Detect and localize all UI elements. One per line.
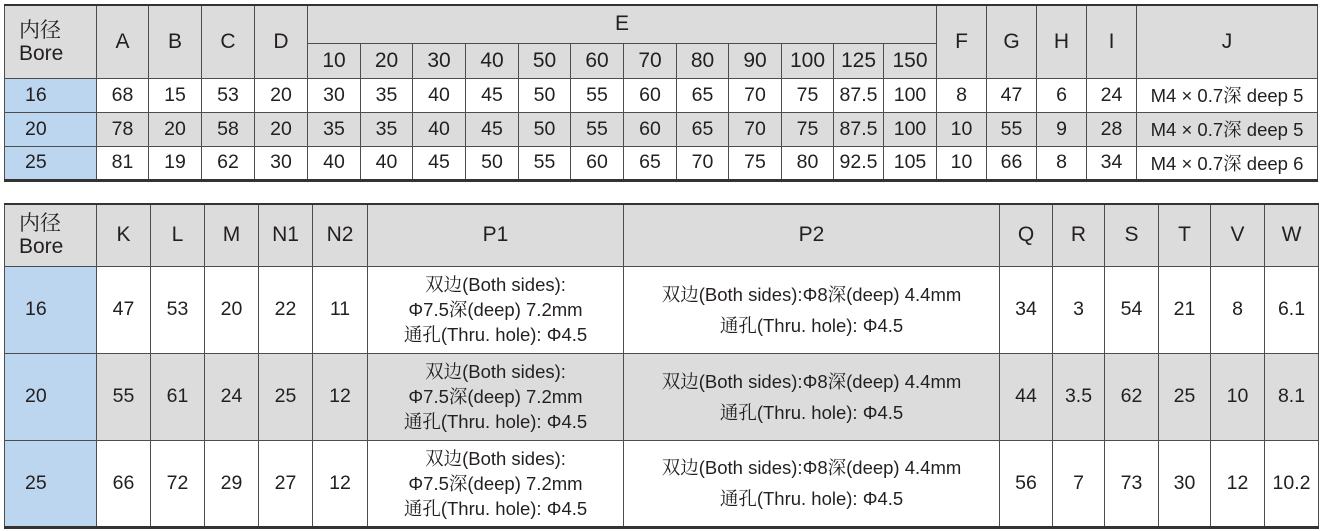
dimension-table-2 xyxy=(4,203,1319,529)
cell-n1: 25 xyxy=(259,353,313,440)
cell-i: 24 xyxy=(1087,78,1137,112)
cell-n2: 12 xyxy=(313,440,368,527)
cell-e: 35 xyxy=(361,78,413,112)
bore-cell: 25 xyxy=(5,440,97,527)
cell-e: 60 xyxy=(624,112,677,146)
cell-e: 65 xyxy=(677,112,729,146)
col-header-v: V xyxy=(1211,204,1265,266)
cell-w: 10.2 xyxy=(1265,440,1319,527)
cell-m: 24 xyxy=(205,353,259,440)
p2-line: 双边(Both sides):Φ8深(deep) 4.4mm xyxy=(661,283,962,305)
dimension-table-1 xyxy=(4,4,1318,182)
cell-e: 87.5 xyxy=(834,78,884,112)
cell-e: 65 xyxy=(624,146,677,180)
col-header-w: W xyxy=(1265,204,1319,266)
cell-e: 55 xyxy=(519,146,571,180)
p1-line: 双边(Both sides): xyxy=(425,447,566,469)
cell-v: 10 xyxy=(1211,353,1265,440)
col-header-r: R xyxy=(1053,204,1105,266)
e-stroke-header: 10 xyxy=(308,43,361,78)
cell-v: 8 xyxy=(1211,266,1265,353)
cell-e: 70 xyxy=(729,78,782,112)
cell-a: 81 xyxy=(97,146,149,180)
cell-c: 53 xyxy=(202,78,255,112)
cell-p1 xyxy=(368,353,624,440)
cell-q: 56 xyxy=(1000,440,1053,527)
cell-e: 65 xyxy=(677,78,729,112)
table-row xyxy=(5,112,1318,146)
col-header-m: M xyxy=(205,204,259,266)
bore-cell: 16 xyxy=(5,266,97,353)
bore-label-en: Bore xyxy=(19,235,64,259)
cell-t: 21 xyxy=(1159,266,1211,353)
cell-b: 20 xyxy=(149,112,202,146)
col-header-c: C xyxy=(202,5,255,78)
cell-c: 58 xyxy=(202,112,255,146)
cell-e: 40 xyxy=(361,146,413,180)
cell-e: 75 xyxy=(782,78,834,112)
p1-line: 双边(Both sides): xyxy=(425,361,566,382)
cell-e: 30 xyxy=(308,78,361,112)
cell-e: 40 xyxy=(413,78,466,112)
cell-j: M4 × 0.7深 deep 5 xyxy=(1137,78,1318,112)
cell-t: 30 xyxy=(1159,440,1211,527)
e-stroke-header: 80 xyxy=(677,43,729,78)
cell-h: 6 xyxy=(1037,78,1087,112)
cell-l: 72 xyxy=(151,440,205,527)
e-stroke-header: 20 xyxy=(361,43,413,78)
cell-l: 53 xyxy=(151,266,205,353)
table-row xyxy=(5,146,1318,180)
cell-v: 12 xyxy=(1211,440,1265,527)
cell-l: 61 xyxy=(151,353,205,440)
cell-e: 45 xyxy=(466,78,519,112)
cell-p2 xyxy=(624,266,1000,353)
p1-line: 通孔(Thru. hole): Φ4.5 xyxy=(403,411,588,432)
col-header-p2: P2 xyxy=(624,204,1000,266)
cell-w: 6.1 xyxy=(1265,266,1319,353)
cell-k: 55 xyxy=(97,353,151,440)
cell-h: 8 xyxy=(1037,146,1087,180)
cell-s: 73 xyxy=(1105,440,1159,527)
cell-e: 55 xyxy=(571,112,624,146)
cell-e: 35 xyxy=(308,112,361,146)
cell-a: 68 xyxy=(97,78,149,112)
cell-r: 3.5 xyxy=(1053,353,1105,440)
cell-n1: 27 xyxy=(259,440,313,527)
cell-e: 100 xyxy=(884,78,937,112)
cell-w: 8.1 xyxy=(1265,353,1319,440)
p1-line: Φ7.5深(deep) 7.2mm xyxy=(408,299,583,320)
cell-e: 70 xyxy=(729,112,782,146)
cell-e: 87.5 xyxy=(834,112,884,146)
cell-a: 78 xyxy=(97,112,149,146)
cell-i: 34 xyxy=(1087,146,1137,180)
bore-cell: 20 xyxy=(5,353,97,440)
cell-f: 10 xyxy=(937,112,987,146)
cell-j: M4 × 0.7深 deep 6 xyxy=(1137,146,1318,180)
cell-g: 47 xyxy=(987,78,1037,112)
p1-line: 通孔(Thru. hole): Φ4.5 xyxy=(403,497,588,519)
table-row xyxy=(5,266,1319,353)
bore-cell: 20 xyxy=(5,112,97,146)
cell-e: 80 xyxy=(782,146,834,180)
col-header-h: H xyxy=(1037,5,1087,78)
table-row xyxy=(5,78,1318,112)
e-stroke-header: 50 xyxy=(519,43,571,78)
bore-label-cn: 内径 xyxy=(19,212,61,236)
table-row xyxy=(5,440,1319,527)
cell-e: 75 xyxy=(782,112,834,146)
bore-header xyxy=(5,204,97,266)
p2-line: 双边(Both sides):Φ8深(deep) 4.4mm xyxy=(661,370,962,392)
cell-p2 xyxy=(624,440,1000,527)
cell-r: 3 xyxy=(1053,266,1105,353)
cell-i: 28 xyxy=(1087,112,1137,146)
cell-e: 55 xyxy=(571,78,624,112)
cell-p2 xyxy=(624,353,1000,440)
p1-line: Φ7.5深(deep) 7.2mm xyxy=(408,386,583,407)
cell-r: 7 xyxy=(1053,440,1105,527)
e-stroke-header: 150 xyxy=(884,43,937,78)
cell-q: 44 xyxy=(1000,353,1053,440)
cell-e: 70 xyxy=(677,146,729,180)
p1-line: Φ7.5深(deep) 7.2mm xyxy=(408,472,583,494)
bore-cell: 16 xyxy=(5,78,97,112)
cell-n2: 12 xyxy=(313,353,368,440)
bore-label-cn: 内径 xyxy=(19,18,61,42)
cell-e: 100 xyxy=(884,112,937,146)
e-stroke-header: 100 xyxy=(782,43,834,78)
cell-e: 50 xyxy=(519,78,571,112)
cell-e: 40 xyxy=(413,112,466,146)
e-stroke-header: 60 xyxy=(571,43,624,78)
bore-cell: 25 xyxy=(5,146,97,180)
cell-j: M4 × 0.7深 deep 5 xyxy=(1137,112,1318,146)
cell-b: 19 xyxy=(149,146,202,180)
cell-d: 30 xyxy=(255,146,308,180)
bore-label-en: Bore xyxy=(19,41,64,65)
col-header-n2: N2 xyxy=(313,204,368,266)
cell-e: 40 xyxy=(308,146,361,180)
e-stroke-header: 125 xyxy=(834,43,884,78)
cell-d: 20 xyxy=(255,112,308,146)
cell-s: 62 xyxy=(1105,353,1159,440)
p2-line: 通孔(Thru. hole): Φ4.5 xyxy=(719,314,904,336)
p2-line: 双边(Both sides):Φ8深(deep) 4.4mm xyxy=(661,457,962,478)
col-header-i: I xyxy=(1087,5,1137,78)
col-header-f: F xyxy=(937,5,987,78)
e-stroke-header: 90 xyxy=(729,43,782,78)
cell-s: 54 xyxy=(1105,266,1159,353)
cell-t: 25 xyxy=(1159,353,1211,440)
cell-e: 35 xyxy=(361,112,413,146)
col-header-j: J xyxy=(1137,5,1318,78)
p2-line: 通孔(Thru. hole): Φ4.5 xyxy=(719,488,904,509)
table-row xyxy=(5,353,1319,440)
cell-c: 62 xyxy=(202,146,255,180)
col-header-t: T xyxy=(1159,204,1211,266)
cell-e: 75 xyxy=(729,146,782,180)
cell-k: 47 xyxy=(97,266,151,353)
cell-p1 xyxy=(368,266,624,353)
cell-d: 20 xyxy=(255,78,308,112)
e-stroke-header: 70 xyxy=(624,43,677,78)
col-header-a: A xyxy=(97,5,149,78)
col-header-e: E xyxy=(308,5,937,43)
p1-line: 通孔(Thru. hole): Φ4.5 xyxy=(403,324,588,345)
cell-e: 45 xyxy=(413,146,466,180)
col-header-k: K xyxy=(97,204,151,266)
cell-e: 45 xyxy=(466,112,519,146)
col-header-p1: P1 xyxy=(368,204,624,266)
col-header-s: S xyxy=(1105,204,1159,266)
cell-h: 9 xyxy=(1037,112,1087,146)
bore-header xyxy=(5,5,97,78)
cell-e: 60 xyxy=(571,146,624,180)
col-header-d: D xyxy=(255,5,308,78)
cell-e: 60 xyxy=(624,78,677,112)
cell-k: 66 xyxy=(97,440,151,527)
cell-n1: 22 xyxy=(259,266,313,353)
cell-n2: 11 xyxy=(313,266,368,353)
cell-m: 20 xyxy=(205,266,259,353)
e-stroke-header: 40 xyxy=(466,43,519,78)
cell-b: 15 xyxy=(149,78,202,112)
col-header-l: L xyxy=(151,204,205,266)
col-header-n1: N1 xyxy=(259,204,313,266)
col-header-g: G xyxy=(987,5,1037,78)
cell-e: 105 xyxy=(884,146,937,180)
cell-f: 10 xyxy=(937,146,987,180)
col-header-q: Q xyxy=(1000,204,1053,266)
p1-line: 双边(Both sides): xyxy=(425,274,566,295)
cell-g: 66 xyxy=(987,146,1037,180)
cell-g: 55 xyxy=(987,112,1037,146)
e-stroke-header: 30 xyxy=(413,43,466,78)
cell-p1 xyxy=(368,440,624,527)
cell-q: 34 xyxy=(1000,266,1053,353)
cell-e: 50 xyxy=(519,112,571,146)
cell-f: 8 xyxy=(937,78,987,112)
col-header-b: B xyxy=(149,5,202,78)
cell-m: 29 xyxy=(205,440,259,527)
cell-e: 50 xyxy=(466,146,519,180)
cell-e: 92.5 xyxy=(834,146,884,180)
p2-line: 通孔(Thru. hole): Φ4.5 xyxy=(719,401,904,423)
